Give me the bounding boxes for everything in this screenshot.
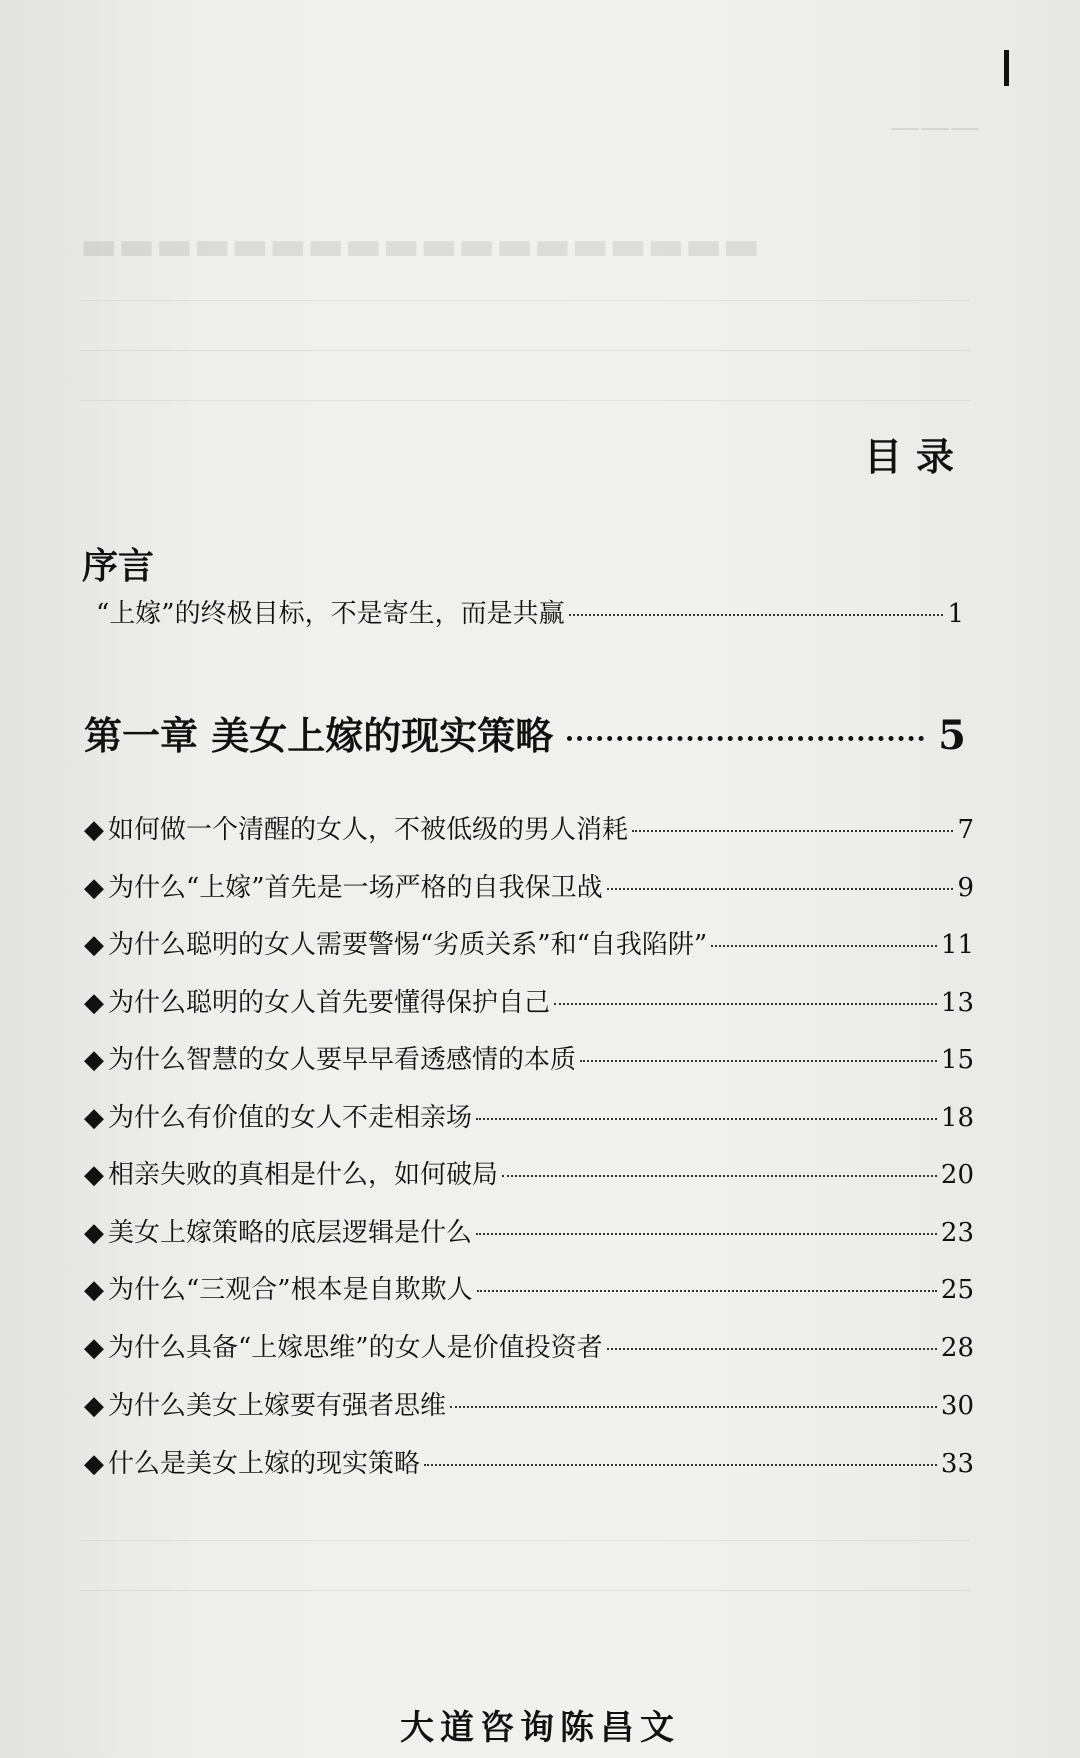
toc-entry[interactable] xyxy=(84,870,974,906)
toc-entry-page: 7 xyxy=(957,815,974,845)
dot-leader xyxy=(632,830,953,832)
toc-entry-text: 为什么美女上嫁要有强者思维 xyxy=(108,1391,447,1421)
toc-entry-page: 11 xyxy=(940,930,974,960)
preface-heading: 序言 xyxy=(82,545,155,587)
toc-entry-page: 20 xyxy=(940,1160,974,1190)
toc-entry-page: 15 xyxy=(940,1045,974,1075)
chapter-title: 第一章 美女上嫁的现实策略 xyxy=(84,713,554,758)
toc-entry-page: 25 xyxy=(940,1275,974,1305)
toc-entry-page: 1 xyxy=(947,599,964,629)
toc-entry[interactable] xyxy=(84,927,974,963)
dot-leader xyxy=(477,1290,937,1292)
diamond-bullet-icon: ◆ xyxy=(84,873,104,903)
dot-leader xyxy=(580,1060,937,1062)
diamond-bullet-icon: ◆ xyxy=(84,1449,104,1479)
author-signature: 大道咨询陈昌文 xyxy=(400,1708,680,1748)
toc-entry[interactable] xyxy=(84,1330,974,1366)
toc-entry[interactable] xyxy=(84,1157,974,1193)
bleed-through-chapter: ▬▬▬▬▬▬▬▬▬▬▬▬▬▬▬▬▬▬ xyxy=(80,222,761,269)
bleed-through-header: ——— xyxy=(890,110,980,145)
toc-entry[interactable] xyxy=(84,1388,974,1424)
toc-entry-text: 为什么有价值的女人不走相亲场 xyxy=(108,1103,473,1133)
toc-chapter-1[interactable] xyxy=(84,712,966,760)
toc-entry-page: 18 xyxy=(940,1103,974,1133)
dot-leader xyxy=(711,945,937,947)
toc-entry-page: 9 xyxy=(957,873,974,903)
bleed-through-line xyxy=(80,300,970,301)
diamond-bullet-icon: ◆ xyxy=(84,1160,104,1190)
toc-entry-text: 如何做一个清醒的女人，不被低级的男人消耗 xyxy=(108,815,629,845)
toc-entry[interactable] xyxy=(84,1272,974,1308)
dot-leader xyxy=(569,614,944,616)
dot-leader xyxy=(567,736,924,741)
toc-entry-text: 为什么“三观合”根本是自欺欺人 xyxy=(108,1275,473,1305)
toc-entry[interactable] xyxy=(84,1100,974,1136)
page-marker-bar xyxy=(1004,50,1009,86)
dot-leader xyxy=(502,1175,937,1177)
diamond-bullet-icon: ◆ xyxy=(84,1218,104,1248)
toc-entry[interactable] xyxy=(84,1215,974,1251)
diamond-bullet-icon: ◆ xyxy=(84,1275,104,1305)
toc-entry-text: 美女上嫁策略的底层逻辑是什么 xyxy=(108,1218,473,1248)
toc-entry-text: 为什么聪明的女人需要警惕“劣质关系”和“自我陷阱” xyxy=(108,930,708,960)
toc-entry-text: 为什么“上嫁”首先是一场严格的自我保卫战 xyxy=(108,873,603,903)
dot-leader xyxy=(607,888,954,890)
toc-entry-text: 为什么具备“上嫁思维”的女人是价值投资者 xyxy=(108,1333,603,1363)
bleed-through-line xyxy=(80,400,970,401)
toc-entry[interactable] xyxy=(84,1042,974,1078)
diamond-bullet-icon: ◆ xyxy=(84,930,104,960)
toc-entry-page: 30 xyxy=(940,1391,974,1421)
bleed-through-line xyxy=(80,1590,970,1591)
dot-leader xyxy=(450,1406,937,1408)
diamond-bullet-icon: ◆ xyxy=(84,815,104,845)
toc-entry-text: 为什么聪明的女人首先要懂得保护自己 xyxy=(108,988,551,1018)
toc-entry-preface[interactable] xyxy=(96,596,964,632)
dot-leader xyxy=(476,1118,937,1120)
toc-title: 目录 xyxy=(863,434,968,479)
toc-entry-text: 相亲失败的真相是什么，如何破局 xyxy=(108,1160,499,1190)
toc-entry-text: 什么是美女上嫁的现实策略 xyxy=(108,1449,421,1479)
dot-leader xyxy=(554,1003,937,1005)
bleed-through-line xyxy=(80,1540,970,1541)
chapter-page: 5 xyxy=(938,712,966,759)
diamond-bullet-icon: ◆ xyxy=(84,1103,104,1133)
bleed-through-line xyxy=(80,350,970,351)
diamond-bullet-icon: ◆ xyxy=(84,1045,104,1075)
toc-entry-page: 13 xyxy=(940,988,974,1018)
dot-leader xyxy=(607,1348,937,1350)
toc-entry-text: “上嫁”的终极目标，不是寄生，而是共赢 xyxy=(96,599,565,629)
toc-entry[interactable] xyxy=(84,812,974,848)
diamond-bullet-icon: ◆ xyxy=(84,988,104,1018)
diamond-bullet-icon: ◆ xyxy=(84,1333,104,1363)
toc-entry-page: 23 xyxy=(940,1218,974,1248)
dot-leader xyxy=(424,1464,937,1466)
toc-entry-page: 33 xyxy=(940,1449,974,1479)
toc-entry-text: 为什么智慧的女人要早早看透感情的本质 xyxy=(108,1045,577,1075)
toc-entry-page: 28 xyxy=(940,1333,974,1363)
diamond-bullet-icon: ◆ xyxy=(84,1391,104,1421)
toc-entry[interactable] xyxy=(84,985,974,1021)
toc-entry[interactable] xyxy=(84,1446,974,1482)
dot-leader xyxy=(476,1233,937,1235)
